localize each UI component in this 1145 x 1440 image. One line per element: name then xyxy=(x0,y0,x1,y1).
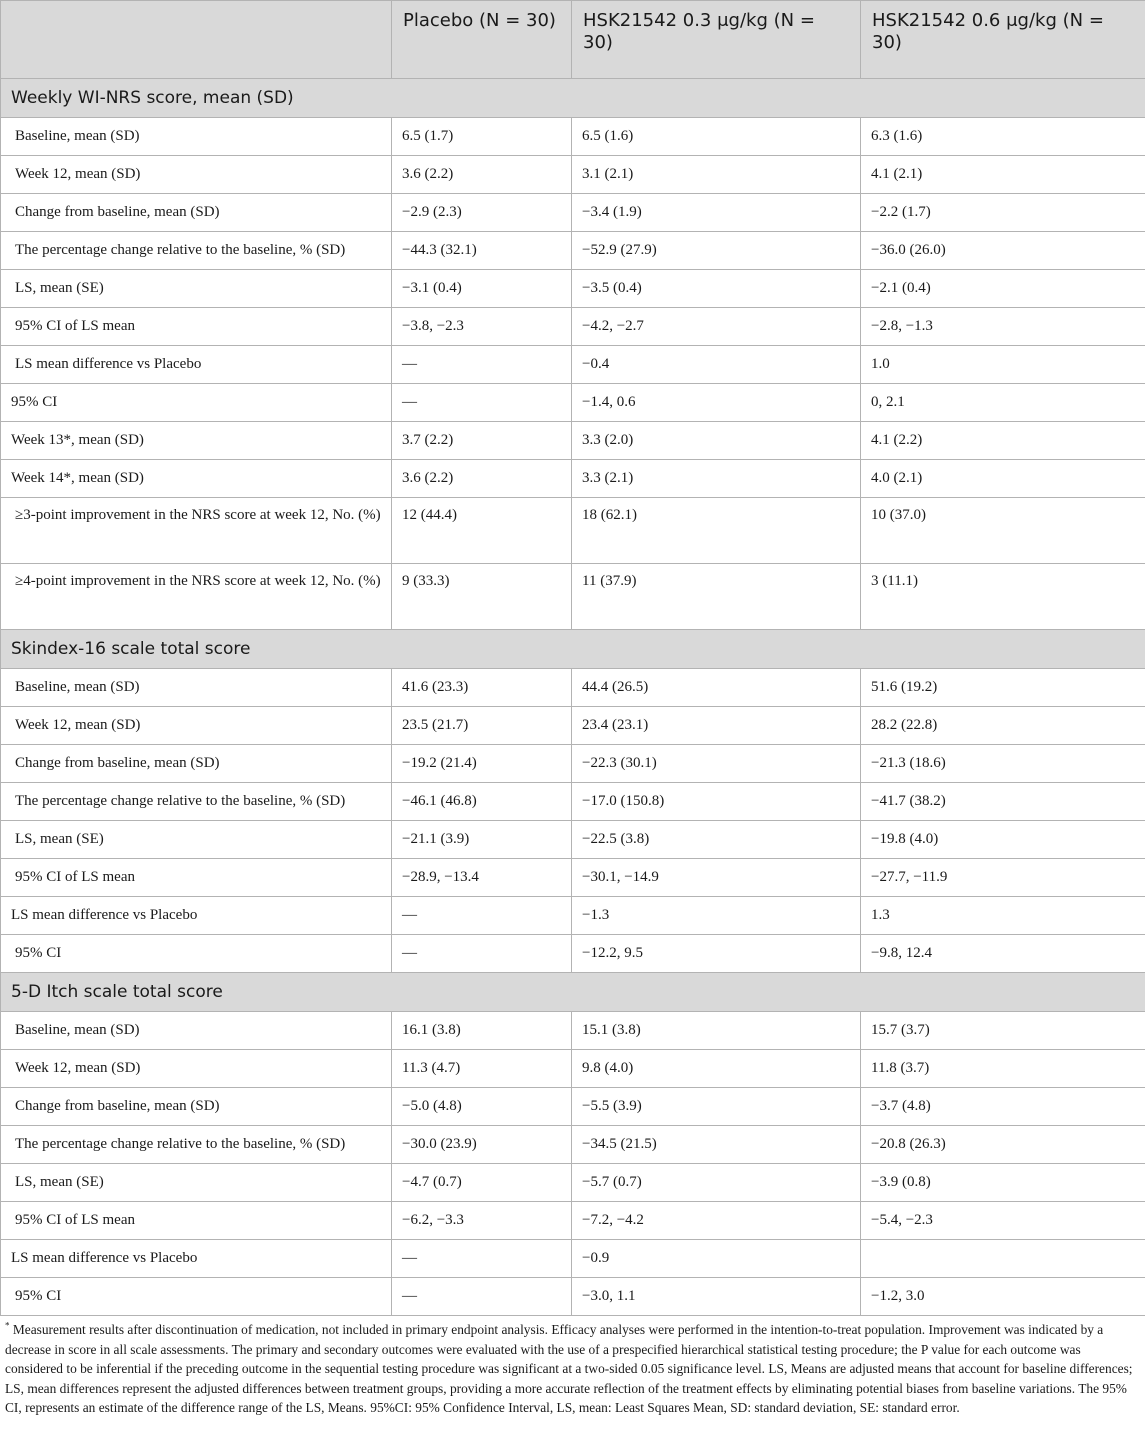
value-dose-0-3: 3.3 (2.1) xyxy=(572,460,861,498)
table-row xyxy=(1,308,1145,346)
row-label: Week 12, mean (SD) xyxy=(1,707,392,745)
value-dose-0-3: −4.2, −2.7 xyxy=(572,308,861,346)
value-dose-0-3: −3.4 (1.9) xyxy=(572,194,861,232)
row-label: Week 14*, mean (SD) xyxy=(1,460,392,498)
value-dose-0-3: −17.0 (150.8) xyxy=(572,783,861,821)
value-dose-0-3: −22.5 (3.8) xyxy=(572,821,861,859)
table-row xyxy=(1,707,1145,745)
value-placebo: 6.5 (1.7) xyxy=(392,118,572,156)
row-label: 95% CI xyxy=(1,384,392,422)
value-placebo: −44.3 (32.1) xyxy=(392,232,572,270)
table-row xyxy=(1,384,1145,422)
value-dose-0-6: −5.4, −2.3 xyxy=(861,1202,1145,1240)
table-row xyxy=(1,194,1145,232)
value-placebo: −2.9 (2.3) xyxy=(392,194,572,232)
table-row xyxy=(1,1240,1145,1278)
footnote-text: Measurement results after discontinuation of medication, not included in primary endpoint analysis. Efficacy analyses were performed in the intention-to-treat population. Improvement was indicated by a decrease in score in all scale assessments. The primary and secondary outcomes were evaluated with the use of a prespecified hierarchical statistical testing procedure; the P value for each outcome was considered to be inferential if the preceding outcome in the sequential testing procedure was significant at a two-sided 0.05 significance level. LS, Means are adjusted means that account for baseline differences; LS, mean differences represent the adjusted differences between treatment groups, providing a more accurate reflection of the treatment effects by eliminating potential biases from baseline variations. The 95% CI, represents an estimate of the difference range of the LS, Means. 95%CI: 95% Confidence Interval, LS, mean: Least Squares Mean, SD: standard deviation, SE: standard error. xyxy=(5,1322,1133,1416)
table-row xyxy=(1,498,1145,564)
value-placebo: 3.7 (2.2) xyxy=(392,422,572,460)
value-dose-0-6: −2.1 (0.4) xyxy=(861,270,1145,308)
row-label: Change from baseline, mean (SD) xyxy=(1,194,392,232)
value-placebo: −46.1 (46.8) xyxy=(392,783,572,821)
value-dose-0-6: −21.3 (18.6) xyxy=(861,745,1145,783)
value-dose-0-6: 1.0 xyxy=(861,346,1145,384)
value-dose-0-6: 6.3 (1.6) xyxy=(861,118,1145,156)
value-dose-0-3: −1.4, 0.6 xyxy=(572,384,861,422)
value-dose-0-3: −52.9 (27.9) xyxy=(572,232,861,270)
value-dose-0-3: −12.2, 9.5 xyxy=(572,935,861,973)
row-label: Change from baseline, mean (SD) xyxy=(1,745,392,783)
value-dose-0-3: 15.1 (3.8) xyxy=(572,1012,861,1050)
header-cell-placebo: Placebo (N = 30) xyxy=(392,1,572,79)
table-row xyxy=(1,232,1145,270)
value-dose-0-6: −20.8 (26.3) xyxy=(861,1126,1145,1164)
value-dose-0-3: −30.1, −14.9 xyxy=(572,859,861,897)
footnote-marker: * xyxy=(5,1320,10,1331)
row-label: ≥3-point improvement in the NRS score at week 12, No. (%) xyxy=(1,498,392,564)
table-row xyxy=(1,1050,1145,1088)
row-label: LS mean difference vs Placebo xyxy=(1,897,392,935)
section-title: Weekly WI-NRS score, mean (SD) xyxy=(1,79,1145,118)
row-label: Baseline, mean (SD) xyxy=(1,118,392,156)
value-dose-0-3: −0.4 xyxy=(572,346,861,384)
table-row xyxy=(1,422,1145,460)
row-label: LS, mean (SE) xyxy=(1,270,392,308)
value-placebo: −5.0 (4.8) xyxy=(392,1088,572,1126)
section-header-row xyxy=(1,79,1145,118)
table-row xyxy=(1,1164,1145,1202)
value-placebo: 3.6 (2.2) xyxy=(392,156,572,194)
value-dose-0-6: 10 (37.0) xyxy=(861,498,1145,564)
value-placebo: — xyxy=(392,1240,572,1278)
value-dose-0-3: 44.4 (26.5) xyxy=(572,669,861,707)
value-dose-0-3: −7.2, −4.2 xyxy=(572,1202,861,1240)
value-dose-0-3: −34.5 (21.5) xyxy=(572,1126,861,1164)
value-placebo: 23.5 (21.7) xyxy=(392,707,572,745)
value-dose-0-6: 4.1 (2.1) xyxy=(861,156,1145,194)
value-placebo: 3.6 (2.2) xyxy=(392,460,572,498)
table-row xyxy=(1,118,1145,156)
row-label: LS, mean (SE) xyxy=(1,821,392,859)
row-label: LS mean difference vs Placebo xyxy=(1,1240,392,1278)
row-label: 95% CI xyxy=(1,935,392,973)
value-dose-0-6: −9.8, 12.4 xyxy=(861,935,1145,973)
value-dose-0-3: −22.3 (30.1) xyxy=(572,745,861,783)
row-label: 95% CI of LS mean xyxy=(1,308,392,346)
value-dose-0-6: 15.7 (3.7) xyxy=(861,1012,1145,1050)
value-placebo: 11.3 (4.7) xyxy=(392,1050,572,1088)
row-label: 95% CI of LS mean xyxy=(1,859,392,897)
header-cell-dose-0-3: HSK21542 0.3 μg/kg (N = 30) xyxy=(572,1,861,79)
row-label: ≥4-point improvement in the NRS score at week 12, No. (%) xyxy=(1,564,392,630)
row-label: Baseline, mean (SD) xyxy=(1,669,392,707)
value-dose-0-6: −41.7 (38.2) xyxy=(861,783,1145,821)
row-label: Baseline, mean (SD) xyxy=(1,1012,392,1050)
value-placebo: −19.2 (21.4) xyxy=(392,745,572,783)
footnote xyxy=(0,1320,1145,1418)
table-row xyxy=(1,156,1145,194)
value-placebo: −6.2, −3.3 xyxy=(392,1202,572,1240)
value-dose-0-3: 23.4 (23.1) xyxy=(572,707,861,745)
table-row xyxy=(1,745,1145,783)
row-label: 95% CI of LS mean xyxy=(1,1202,392,1240)
value-placebo: 9 (33.3) xyxy=(392,564,572,630)
table-row xyxy=(1,1126,1145,1164)
table-row xyxy=(1,1278,1145,1316)
value-dose-0-6: 4.1 (2.2) xyxy=(861,422,1145,460)
value-dose-0-6: 3 (11.1) xyxy=(861,564,1145,630)
value-dose-0-6 xyxy=(861,1240,1145,1278)
table-row xyxy=(1,346,1145,384)
value-placebo: — xyxy=(392,897,572,935)
value-placebo: 16.1 (3.8) xyxy=(392,1012,572,1050)
value-placebo: −28.9, −13.4 xyxy=(392,859,572,897)
value-dose-0-3: 11 (37.9) xyxy=(572,564,861,630)
value-dose-0-6: −2.2 (1.7) xyxy=(861,194,1145,232)
row-label: Week 13*, mean (SD) xyxy=(1,422,392,460)
row-label: Week 12, mean (SD) xyxy=(1,156,392,194)
row-label: LS mean difference vs Placebo xyxy=(1,346,392,384)
table-row xyxy=(1,821,1145,859)
value-placebo: — xyxy=(392,1278,572,1316)
row-label: 95% CI xyxy=(1,1278,392,1316)
row-label: LS, mean (SE) xyxy=(1,1164,392,1202)
table-row xyxy=(1,859,1145,897)
value-dose-0-3: 6.5 (1.6) xyxy=(572,118,861,156)
table-header xyxy=(1,1,1145,79)
value-placebo: −30.0 (23.9) xyxy=(392,1126,572,1164)
row-label: Change from baseline, mean (SD) xyxy=(1,1088,392,1126)
value-dose-0-6: −19.8 (4.0) xyxy=(861,821,1145,859)
table-row xyxy=(1,1088,1145,1126)
value-dose-0-3: −5.5 (3.9) xyxy=(572,1088,861,1126)
value-placebo: — xyxy=(392,935,572,973)
value-dose-0-3: 3.3 (2.0) xyxy=(572,422,861,460)
value-placebo: −3.8, −2.3 xyxy=(392,308,572,346)
table-row xyxy=(1,935,1145,973)
row-label: The percentage change relative to the baseline, % (SD) xyxy=(1,232,392,270)
value-dose-0-6: −27.7, −11.9 xyxy=(861,859,1145,897)
row-label: The percentage change relative to the baseline, % (SD) xyxy=(1,783,392,821)
value-placebo: 12 (44.4) xyxy=(392,498,572,564)
value-dose-0-6: 11.8 (3.7) xyxy=(861,1050,1145,1088)
value-dose-0-3: 3.1 (2.1) xyxy=(572,156,861,194)
value-dose-0-6: 51.6 (19.2) xyxy=(861,669,1145,707)
section-header-row xyxy=(1,630,1145,669)
value-dose-0-6: −2.8, −1.3 xyxy=(861,308,1145,346)
section-title: 5-D Itch scale total score xyxy=(1,973,1145,1012)
header-cell-dose-0-6: HSK21542 0.6 μg/kg (N = 30) xyxy=(861,1,1145,79)
value-dose-0-6: 0, 2.1 xyxy=(861,384,1145,422)
value-dose-0-3: −3.0, 1.1 xyxy=(572,1278,861,1316)
value-dose-0-6: −36.0 (26.0) xyxy=(861,232,1145,270)
table-row xyxy=(1,1012,1145,1050)
header-row xyxy=(1,1,1145,79)
table-row xyxy=(1,897,1145,935)
value-dose-0-3: 18 (62.1) xyxy=(572,498,861,564)
section-title: Skindex-16 scale total score xyxy=(1,630,1145,669)
value-dose-0-3: −0.9 xyxy=(572,1240,861,1278)
table-row xyxy=(1,564,1145,630)
table-row xyxy=(1,270,1145,308)
value-dose-0-6: 1.3 xyxy=(861,897,1145,935)
value-placebo: 41.6 (23.3) xyxy=(392,669,572,707)
value-placebo: −21.1 (3.9) xyxy=(392,821,572,859)
table-body xyxy=(1,79,1145,1316)
value-dose-0-3: −5.7 (0.7) xyxy=(572,1164,861,1202)
table-row xyxy=(1,783,1145,821)
value-placebo: −4.7 (0.7) xyxy=(392,1164,572,1202)
value-dose-0-6: 28.2 (22.8) xyxy=(861,707,1145,745)
value-dose-0-3: −3.5 (0.4) xyxy=(572,270,861,308)
value-dose-0-3: 9.8 (4.0) xyxy=(572,1050,861,1088)
table-row xyxy=(1,669,1145,707)
value-placebo: — xyxy=(392,346,572,384)
value-placebo: −3.1 (0.4) xyxy=(392,270,572,308)
row-label: Week 12, mean (SD) xyxy=(1,1050,392,1088)
row-label: The percentage change relative to the baseline, % (SD) xyxy=(1,1126,392,1164)
value-dose-0-6: −3.7 (4.8) xyxy=(861,1088,1145,1126)
value-dose-0-3: −1.3 xyxy=(572,897,861,935)
value-dose-0-6: 4.0 (2.1) xyxy=(861,460,1145,498)
header-cell-label xyxy=(1,1,392,79)
value-dose-0-6: −1.2, 3.0 xyxy=(861,1278,1145,1316)
value-dose-0-6: −3.9 (0.8) xyxy=(861,1164,1145,1202)
value-placebo: — xyxy=(392,384,572,422)
section-header-row xyxy=(1,973,1145,1012)
table-row xyxy=(1,460,1145,498)
table-row xyxy=(1,1202,1145,1240)
